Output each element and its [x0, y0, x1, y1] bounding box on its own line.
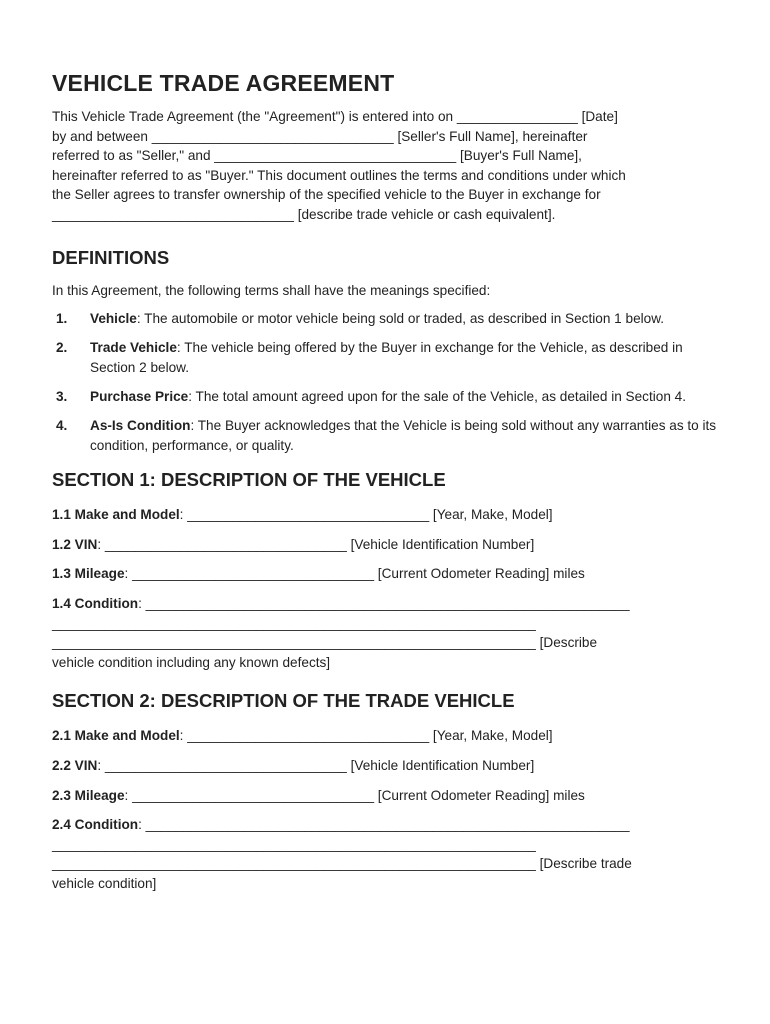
- definition-item: [52, 387, 717, 407]
- field-label: 1.2 VIN: [52, 536, 98, 552]
- condition-line: vehicle condition including any known defects]: [52, 654, 331, 670]
- section2-make-field: [52, 726, 717, 746]
- intro-line: by and between ________________________________ [Seller's Full Name], hereinafter: [52, 128, 588, 144]
- intro-line: This Vehicle Trade Agreement (the "Agreement") is entered into on ________________ [Date]: [52, 109, 618, 124]
- definition-number: 2.: [56, 340, 68, 356]
- definition-term: Purchase Price: [90, 388, 189, 404]
- field-label: 2.1 Make and Model: [52, 728, 180, 744]
- definition-number: 1.: [56, 311, 68, 327]
- condition-line: ________________________________________________________________ [Describe: [52, 635, 598, 651]
- section1-condition-field: [52, 594, 717, 672]
- field-value: : ________________________________ [Vehicle Identification Number]: [97, 536, 535, 552]
- definition-item: [52, 338, 717, 377]
- section1-vin-field: [52, 535, 717, 555]
- field-label: 1.3 Mileage: [52, 566, 125, 582]
- section2-heading: SECTION 2: DESCRIPTION OF THE TRADE VEHICLE: [52, 690, 515, 712]
- document-title: VEHICLE TRADE AGREEMENT: [52, 70, 395, 96]
- section2-vin-field: [52, 756, 717, 776]
- field-label: 1.1 Make and Model: [52, 507, 180, 523]
- definition-number: 3.: [56, 388, 68, 404]
- field-label: 1.4 Condition: [52, 596, 139, 611]
- field-value: : ________________________________________________________________: [138, 817, 630, 833]
- definition-text: : The automobile or motor vehicle being sold or traded, as described in Section 1 below.: [136, 311, 665, 327]
- definition-item: [52, 416, 717, 455]
- definition-term: Trade Vehicle: [90, 340, 177, 356]
- definitions-intro: In this Agreement, the following terms shall have the meanings specified:: [52, 282, 491, 298]
- field-value: : ________________________________ [Current Odometer Reading] miles: [124, 566, 585, 582]
- condition-line: ________________________________________________________________: [52, 836, 536, 852]
- field-value: : ________________________________ [Vehicle Identification Number]: [97, 757, 535, 773]
- condition-line: ________________________________________________________________: [52, 615, 536, 631]
- definitions-heading: DEFINITIONS: [52, 246, 170, 268]
- section1-make-field: [52, 505, 717, 525]
- definitions-list: [52, 309, 717, 455]
- field-label: 2.4 Condition: [52, 817, 139, 833]
- intro-paragraph: [52, 107, 717, 225]
- intro-line: ________________________________ [describe trade vehicle or cash equivalent].: [52, 206, 556, 222]
- definition-text: : The total amount agreed upon for the sale of the Vehicle, as detailed in Section 4.: [188, 388, 687, 404]
- section1-heading: SECTION 1: DESCRIPTION OF THE VEHICLE: [52, 469, 446, 491]
- condition-line: vehicle condition]: [52, 875, 157, 891]
- field-label: 2.3 Mileage: [52, 787, 125, 803]
- definition-text: : The Buyer acknowledges that the Vehicle is being sold without any warranties as to its condition, performance, or quality.: [90, 418, 717, 453]
- definition-text: : The vehicle being offered by the Buyer in exchange for the Vehicle, as described in Section 2 below.: [90, 340, 683, 375]
- definition-term: Vehicle: [90, 311, 137, 327]
- field-value: : ________________________________________________________________: [138, 596, 630, 611]
- intro-line: referred to as "Seller," and ________________________________ [Buyer's Full Name],: [52, 148, 582, 164]
- condition-line: ________________________________________________________________ [Describe trade: [52, 856, 632, 872]
- section2-mileage-field: [52, 786, 717, 806]
- section1-mileage-field: [52, 564, 717, 584]
- intro-line: the Seller agrees to transfer ownership of the specified vehicle to the Buyer in exchange for: [52, 187, 601, 203]
- field-label: 2.2 VIN: [52, 757, 98, 773]
- document-page: [52, 70, 717, 894]
- definition-item: [52, 309, 717, 329]
- intro-line: hereinafter referred to as "Buyer." This document outlines the terms and conditions under which: [52, 167, 626, 183]
- definition-number: 4.: [56, 418, 68, 434]
- field-value: : ________________________________ [Year, Make, Model]: [179, 507, 553, 523]
- section2-condition-field: [52, 815, 717, 893]
- field-value: : ________________________________ [Year, Make, Model]: [179, 728, 553, 744]
- field-value: : ________________________________ [Current Odometer Reading] miles: [124, 787, 585, 803]
- definition-term: As-Is Condition: [90, 418, 191, 434]
